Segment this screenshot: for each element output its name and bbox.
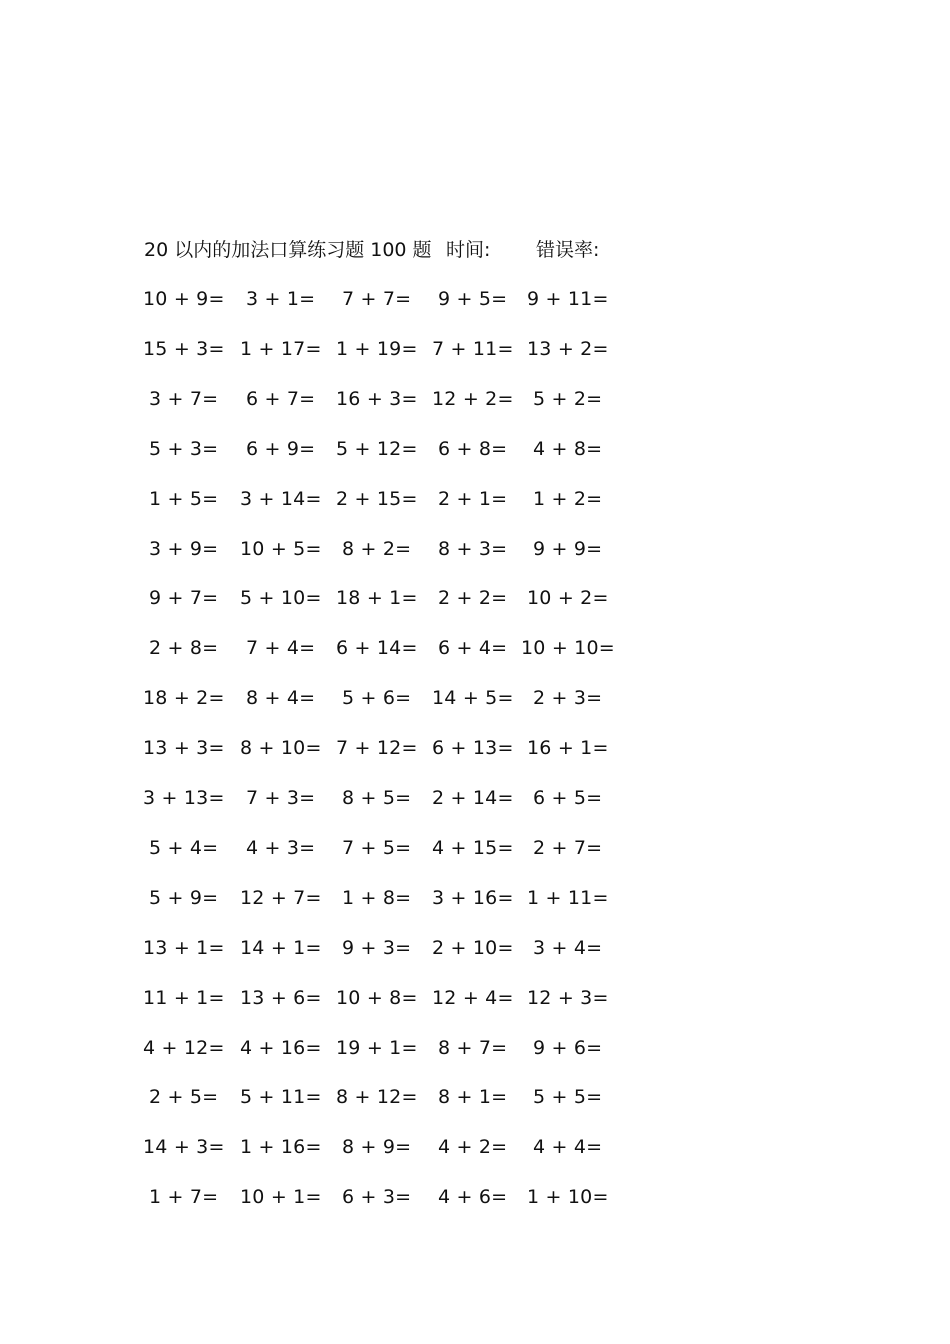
problem-item: 10 + 5=	[240, 537, 322, 560]
problem-item: 7 + 11=	[432, 337, 514, 360]
problem-row	[0, 833, 950, 863]
problem-item: 2 + 5=	[149, 1086, 219, 1109]
problem-item: 4 + 2=	[438, 1136, 508, 1159]
problem-item: 3 + 14=	[240, 487, 322, 510]
problem-item: 19 + 1=	[336, 1036, 418, 1059]
problem-item: 16 + 3=	[336, 387, 418, 410]
time-label: 时间:	[446, 239, 491, 261]
problem-row	[0, 434, 950, 464]
problem-item: 10 + 10=	[521, 637, 615, 660]
problem-item: 1 + 19=	[336, 337, 418, 360]
problem-item: 9 + 9=	[533, 537, 603, 560]
problem-item: 3 + 1=	[246, 288, 316, 310]
problem-item: 6 + 4=	[438, 637, 508, 660]
problem-item: 8 + 2=	[342, 537, 412, 560]
problem-item: 12 + 4=	[432, 986, 514, 1009]
problem-row	[0, 1132, 950, 1162]
problem-item: 7 + 4=	[246, 637, 316, 660]
problem-item: 3 + 9=	[149, 537, 219, 560]
problem-row	[0, 534, 950, 564]
problem-row	[0, 384, 950, 414]
problem-row	[0, 583, 950, 613]
problem-item: 10 + 2=	[527, 587, 609, 610]
problem-item: 16 + 1=	[527, 737, 609, 760]
problem-item: 6 + 9=	[246, 437, 316, 460]
problem-item: 5 + 9=	[149, 886, 219, 909]
problem-item: 9 + 5=	[438, 288, 508, 310]
problem-row	[0, 933, 950, 963]
problem-item: 5 + 12=	[336, 437, 418, 460]
problem-item: 4 + 15=	[432, 836, 514, 859]
problem-item: 13 + 1=	[143, 936, 225, 959]
problem-item: 3 + 7=	[149, 387, 219, 410]
problem-item: 1 + 10=	[527, 1186, 609, 1209]
problem-item: 4 + 3=	[246, 836, 316, 859]
problem-item: 5 + 3=	[149, 437, 219, 460]
problem-item: 2 + 15=	[336, 487, 418, 510]
problem-item: 10 + 1=	[240, 1186, 322, 1209]
problem-item: 8 + 9=	[342, 1136, 412, 1159]
problem-item: 5 + 4=	[149, 836, 219, 859]
problem-item: 8 + 3=	[438, 537, 508, 560]
problem-item: 7 + 7=	[342, 288, 412, 310]
problem-item: 18 + 1=	[336, 587, 418, 610]
problem-item: 1 + 8=	[342, 886, 412, 909]
problem-item: 3 + 16=	[432, 886, 514, 909]
problem-row	[0, 484, 950, 514]
problem-item: 10 + 8=	[336, 986, 418, 1009]
problem-item: 2 + 8=	[149, 637, 219, 660]
error-rate-label: 错误率:	[536, 239, 600, 261]
problem-item: 13 + 2=	[527, 337, 609, 360]
problem-row	[0, 334, 950, 364]
problem-item: 2 + 7=	[533, 836, 603, 859]
problem-item: 4 + 12=	[143, 1036, 225, 1059]
problem-item: 6 + 5=	[533, 787, 603, 809]
problem-item: 2 + 14=	[432, 787, 514, 809]
problem-item: 3 + 4=	[533, 936, 603, 959]
problem-item: 4 + 8=	[533, 437, 603, 460]
problem-item: 3 + 13=	[143, 787, 225, 809]
problem-item: 8 + 10=	[240, 737, 322, 760]
problem-item: 7 + 12=	[336, 737, 418, 760]
problem-item: 2 + 2=	[438, 587, 508, 610]
problem-item: 6 + 7=	[246, 387, 316, 410]
problem-row	[0, 683, 950, 713]
problem-item: 13 + 6=	[240, 986, 322, 1009]
problem-item: 15 + 3=	[143, 337, 225, 360]
problem-item: 1 + 17=	[240, 337, 322, 360]
worksheet-title: 20 以内的加法口算练习题 100 题	[144, 239, 432, 261]
problem-item: 1 + 5=	[149, 487, 219, 510]
problem-item: 6 + 3=	[342, 1186, 412, 1209]
problem-item: 7 + 5=	[342, 836, 412, 859]
problem-item: 1 + 16=	[240, 1136, 322, 1159]
problem-item: 8 + 5=	[342, 787, 412, 809]
problem-row	[0, 1082, 950, 1112]
problem-row	[0, 733, 950, 763]
problem-item: 7 + 3=	[246, 787, 316, 809]
problem-item: 18 + 2=	[143, 687, 225, 710]
problem-item: 8 + 7=	[438, 1036, 508, 1059]
problem-item: 12 + 3=	[527, 986, 609, 1009]
problem-row	[0, 1182, 950, 1212]
problem-item: 5 + 6=	[342, 687, 412, 710]
problem-row	[0, 284, 950, 314]
problem-item: 5 + 2=	[533, 387, 603, 410]
problem-item: 14 + 3=	[143, 1136, 225, 1159]
problem-item: 8 + 12=	[336, 1086, 418, 1109]
problem-item: 4 + 16=	[240, 1036, 322, 1059]
problem-item: 4 + 6=	[438, 1186, 508, 1209]
problem-item: 6 + 8=	[438, 437, 508, 460]
problem-row	[0, 783, 950, 813]
problem-item: 2 + 10=	[432, 936, 514, 959]
problem-item: 1 + 2=	[533, 487, 603, 510]
problem-row	[0, 1033, 950, 1063]
problem-item: 11 + 1=	[143, 986, 225, 1009]
problem-item: 10 + 9=	[143, 288, 225, 310]
problem-row	[0, 883, 950, 913]
problem-item: 8 + 1=	[438, 1086, 508, 1109]
problem-item: 4 + 4=	[533, 1136, 603, 1159]
problem-row	[0, 983, 950, 1013]
problem-item: 6 + 14=	[336, 637, 418, 660]
problem-item: 9 + 3=	[342, 936, 412, 959]
problem-item: 6 + 13=	[432, 737, 514, 760]
problem-item: 12 + 7=	[240, 886, 322, 909]
problem-item: 1 + 7=	[149, 1186, 219, 1209]
problem-row	[0, 633, 950, 663]
problem-item: 5 + 11=	[240, 1086, 322, 1109]
problem-item: 12 + 2=	[432, 387, 514, 410]
problem-item: 14 + 1=	[240, 936, 322, 959]
problem-item: 5 + 10=	[240, 587, 322, 610]
problem-item: 8 + 4=	[246, 687, 316, 710]
problem-item: 2 + 3=	[533, 687, 603, 710]
problem-item: 1 + 11=	[527, 886, 609, 909]
problem-item: 9 + 7=	[149, 587, 219, 610]
problem-item: 5 + 5=	[533, 1086, 603, 1109]
problem-item: 13 + 3=	[143, 737, 225, 760]
problem-item: 2 + 1=	[438, 487, 508, 510]
problem-item: 9 + 11=	[527, 288, 609, 310]
problem-item: 14 + 5=	[432, 687, 514, 710]
problem-item: 9 + 6=	[533, 1036, 603, 1059]
